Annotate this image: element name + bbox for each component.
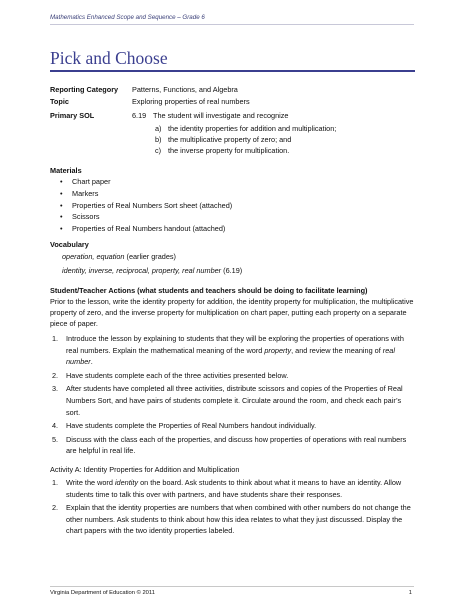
vocabulary-terms: identity, inverse, reciprocal, property, real number — [62, 266, 222, 275]
reporting-category-value: Patterns, Functions, and Algebra — [132, 85, 238, 94]
sol-number: 6.19 — [132, 111, 147, 120]
sol-item-marker: b) — [155, 135, 162, 144]
step-emphasis: property — [264, 345, 292, 355]
step-number: 2. — [52, 370, 59, 380]
actions-steps — [50, 333, 415, 459]
materials-list — [56, 176, 356, 235]
activity-step — [50, 502, 415, 537]
topic-label: Topic — [50, 97, 69, 106]
running-header: Mathematics Enhanced Scope and Sequence – Grade 6 — [50, 14, 414, 25]
sol-item-text: the multiplicative property of zero; and — [168, 135, 292, 144]
page-number: 1 — [408, 590, 412, 596]
materials-item: • Properties of Real Numbers Sort sheet (attached) — [56, 200, 356, 212]
page-title: Pick and Choose — [50, 48, 168, 68]
vocabulary-heading: Vocabulary — [50, 240, 89, 249]
step-number: 3. — [52, 384, 59, 394]
action-step — [50, 420, 415, 432]
step-number: 4. — [52, 421, 59, 431]
primary-sol-label: Primary SOL — [50, 111, 95, 120]
reporting-category-label: Reporting Category — [50, 85, 119, 94]
step-text: Have students complete each of the three activities presented below. — [66, 370, 289, 380]
activity-a-heading: Activity A: Identity Properties for Addition and Multiplication — [50, 465, 240, 474]
actions-intro: Prior to the lesson, write the identity property for addition, the identity property for multiplication, the multiplicative property of zero, and the inverse property for multiplication on chart paper, putting each property on a separate piece of paper. — [50, 297, 414, 328]
vocabulary-line-1 — [62, 251, 176, 262]
action-step — [50, 333, 415, 368]
step-text: Explain that the identity properties are numbers that when combined with other numbers do not change the other numbers. Ask students to think about how this idea relates to what they just discussed. Display the chart papers with the two identity properties labeled. — [66, 503, 411, 536]
step-number: 5. — [52, 434, 59, 444]
action-step — [50, 383, 415, 418]
step-text: Introduce the lesson by explaining to students that they will be exploring the properties of operations with real numbers. Explain the mathematical meaning of the word — [66, 334, 404, 355]
step-emphasis: identity — [114, 478, 139, 487]
materials-item: • Markers — [56, 188, 356, 200]
sol-item-b — [155, 134, 292, 145]
step-text: Have students complete the Properties of Real Numbers handout individually. — [66, 421, 317, 431]
sol-item-text: the inverse property for multiplication. — [168, 146, 290, 155]
activity-a-steps — [50, 477, 415, 539]
step-number: 2. — [52, 503, 59, 513]
footer-copyright: Virginia Department of Education © 2011 — [50, 590, 155, 596]
vocabulary-grade: (earlier grades) — [124, 252, 176, 261]
activity-step — [50, 477, 415, 500]
sol-item-a — [155, 123, 337, 134]
action-step — [50, 370, 415, 382]
topic-value: Exploring properties of real numbers — [132, 97, 250, 106]
actions-heading: Student/Teacher Actions (what students and teachers should be doing to facilitate learning) — [50, 286, 368, 295]
step-text: Write the word — [66, 478, 115, 487]
step-text: , and review the meaning of — [291, 345, 383, 355]
footer-rule — [50, 586, 414, 587]
step-emphasis: real number — [66, 345, 395, 367]
step-text: on the board. Ask students to think about what it means to have an identity. Allow students time to talk this over with partners, and have students share their responses. — [66, 478, 402, 499]
materials-item: • Scissors — [56, 211, 356, 223]
vocabulary-line-2 — [62, 265, 242, 276]
sol-item-marker: c) — [155, 146, 162, 155]
step-text: After students have completed all three activities, distribute scissors and copies of the Properties of Real Numbers Sort, and have pairs of students complete it. Circulate around the room, and check each pair’s sort. — [66, 384, 403, 417]
materials-heading: Materials — [50, 166, 82, 175]
sol-item-c — [155, 145, 290, 156]
step-number: 1. — [52, 334, 59, 343]
sol-intro: The student will investigate and recognize — [153, 111, 289, 120]
sol-item-marker: a) — [155, 124, 162, 133]
title-rule — [50, 70, 415, 72]
step-text: . — [90, 357, 93, 367]
vocabulary-terms: operation, equation — [62, 252, 125, 261]
sol-item-text: the identity properties for addition and multiplication; — [168, 124, 337, 133]
vocabulary-grade: (6.19) — [221, 266, 243, 275]
materials-item: • Chart paper — [56, 176, 356, 188]
materials-item: • Properties of Real Numbers handout (attached) — [56, 223, 356, 235]
action-step — [50, 434, 415, 457]
step-text: Discuss with the class each of the properties, and discuss how properties of operations with real numbers are helpful in real life. — [66, 434, 407, 456]
step-number: 1. — [52, 478, 59, 487]
